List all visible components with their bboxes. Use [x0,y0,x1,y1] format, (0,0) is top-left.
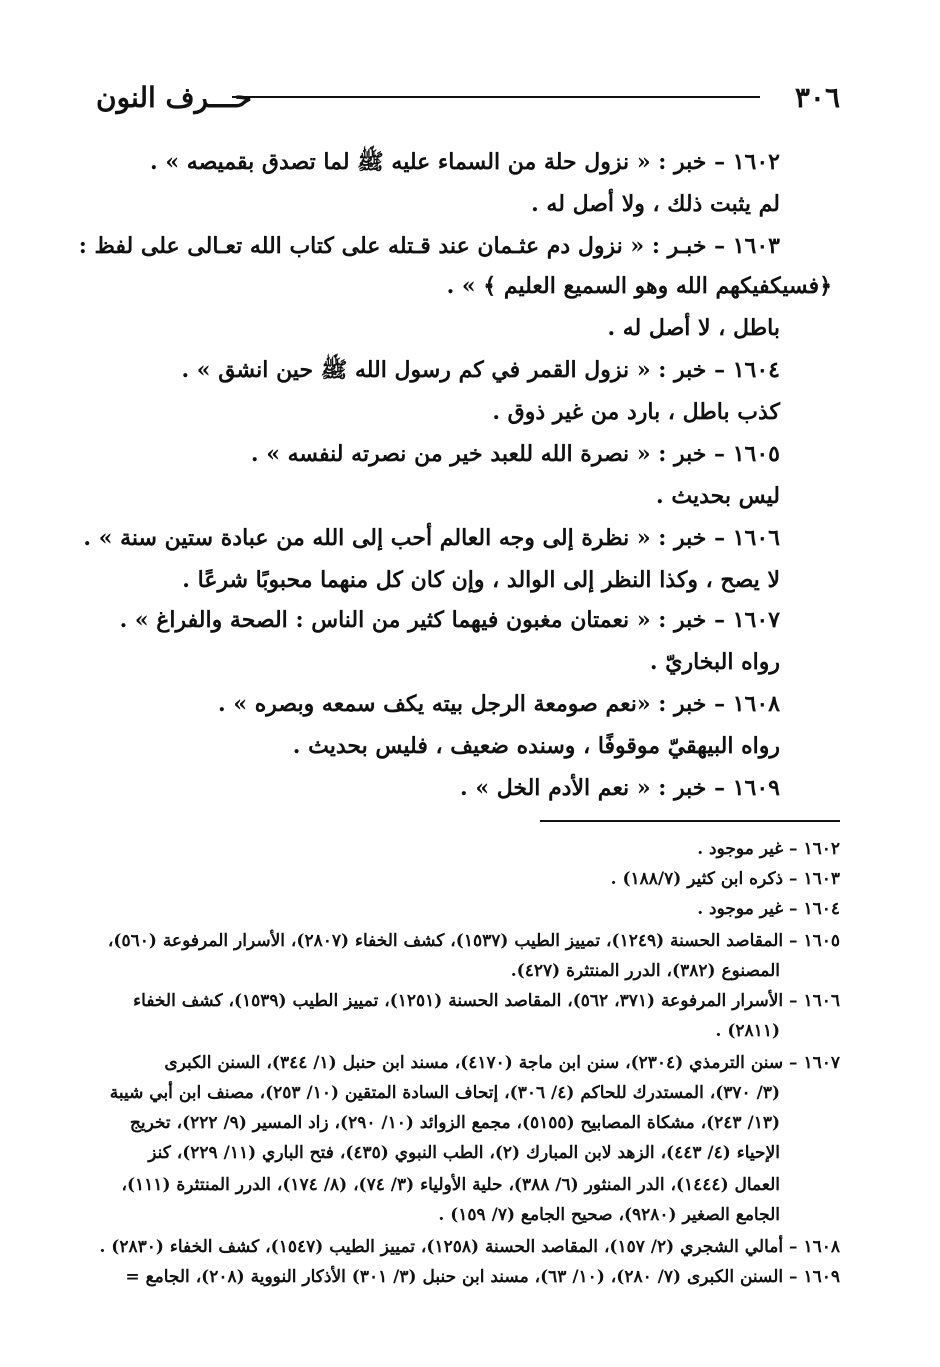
footnote-1605: ١٦٠٥ – المقاصد الحسنة (١٢٤٩)، تمييز الطيب (١٥٣٧)، كشف الخفاء (٢٨٠٧)، الأسرار المرفوعة (٥٦٠)، [107,931,840,951]
entry-1606: ١٦٠٦ – خبر : « نظرة إلى وجه العالم أحب إلى الله من عبادة ستين سنة » . [83,525,780,551]
verdict-1603: باطل ، لا أصل له . [607,315,780,341]
footnote-rule [540,820,840,822]
footnote-1602: ١٦٠٢ – غير موجود . [697,839,840,859]
chapter-title: حـــرف النون [96,81,252,114]
verdict-1607: رواه البخاريّ . [649,649,780,675]
entry-1607: ١٦٠٧ – خبر : « نعمتان مغبون فيهما كثير من الناس : الصحة والفراغ » . [119,607,780,633]
verdict-1602: لم يثبت ذلك ، ولا أصل له . [531,191,780,217]
footnote-1606: ١٦٠٦ – الأسرار المرفوعة (٣٧١، ٥٦٢)، المقاصد الحسنة (١٢٥١)، تمييز الطيب (١٥٣٩)، كشف الخفاء [133,991,840,1011]
footnote-1607-line-6: الجامع الصغير (٩٢٨٠)، صحيح الجامع (٧/ ١٥٩) . [438,1205,780,1225]
footnote-1606-continuation: (٢٨١١) . [715,1021,780,1041]
footnote-1607-line-5: العمال (١٤٤٤)، الدر المنثور (٦/ ٣٨٨)، حلية الأولياء (٣/ ٧٤)، (٨/ ١٧٤)، الدرر المنتثرة (١١١)، [121,1175,780,1195]
entry-1609: ١٦٠٩ – خبر : « نعم الأدم الخل » . [460,775,780,801]
entry-1608: ١٦٠٨ – خبر : «نعم صومعة الرجل بيته يكف سمعه وبصره » . [218,691,780,717]
page-number: ٣٠٦ [794,81,840,114]
verdict-1608: رواه البيهقيّ موقوفًا ، وسنده ضعيف ، فليس بحديث . [292,733,780,759]
entry-1603-continuation: ﴿فسيكفيكهم الله وهو السميع العليم ﴾ » . [446,273,832,299]
footnote-1607-line-4: الإحياء (٤/ ٤٤٣)، الزهد لابن المبارك (٢)، الطب النبوي (٤٣٥)، فتح الباري (١١/ ٢٢٩)، كنز [148,1143,780,1163]
verdict-1605: ليس بحديث . [656,483,780,509]
header-rule [232,96,760,98]
verdict-1604: كذب باطل ، بارد من غير ذوق . [492,399,780,425]
footnote-1603: ١٦٠٣ – ذكره ابن كثير (١٨٨/٧) . [610,869,840,889]
footnote-1608: ١٦٠٨ – أمالي الشجري (٢/ ١٥٧)، المقاصد الحسنة (١٢٥٨)، تمييز الطيب (١٥٤٧)، كشف الخفاء (٢٨٣٠) . [99,1237,840,1257]
footnote-1605-continuation: المصنوع (٣٨٢)، الدرر المنتثرة (٤٢٧). [510,961,780,981]
footnote-1607-line-2: (٣/ ٣٧٠)، المستدرك للحاكم (٤/ ٣٠٦)، إتحاف السادة المتقين (١٠/ ٢٥٣)، مصنف ابن أبي شيبة [109,1083,780,1103]
entry-1602: ١٦٠٢ – خبر : « نزول حلة من السماء عليه ﷺ لما تصدق بقميصه » . [150,149,780,175]
footnote-1607: ١٦٠٧ – سنن الترمذي (٢٣٠٤)، سنن ابن ماجة (٤١٧٠)، مسند ابن حنبل (١/ ٣٤٤)، السنن الكبرى [164,1053,840,1073]
verdict-1606: لا يصح ، وكذا النظر إلى الوالد ، وإن كان كل منهما محبوبًا شرعًا . [182,567,780,593]
entry-1603: ١٦٠٣ – خبـر : « نزول دم عثـمان عند قـتله على كتاب الله تعـالى على لفظ : [78,233,780,259]
footnote-1607-line-3: (١٣/ ٢٤٣)، مشكاة المصابيح (٥١٥٥)، مجمع الزوائد (١٠/ ٢٩٠)، زاد المسير (٩/ ٢٢٢)، تخريج [129,1113,780,1133]
entry-1605: ١٦٠٥ – خبر : « نصرة الله للعبد خير من نصرته لنفسه » . [250,441,780,467]
footnote-1604: ١٦٠٤ – غير موجود . [697,899,840,919]
footnote-1609: ١٦٠٩ – السنن الكبرى (٧/ ٢٨٠)، (١٠/ ٦٣)، مسند ابن حنبل (٣/ ٣٠١) الأذكار النووية (٢٠٨)، الجامع = [125,1267,840,1287]
entry-1604: ١٦٠٤ – خبر : « نزول القمر في كم رسول الله ﷺ حين انشق » . [181,357,780,383]
